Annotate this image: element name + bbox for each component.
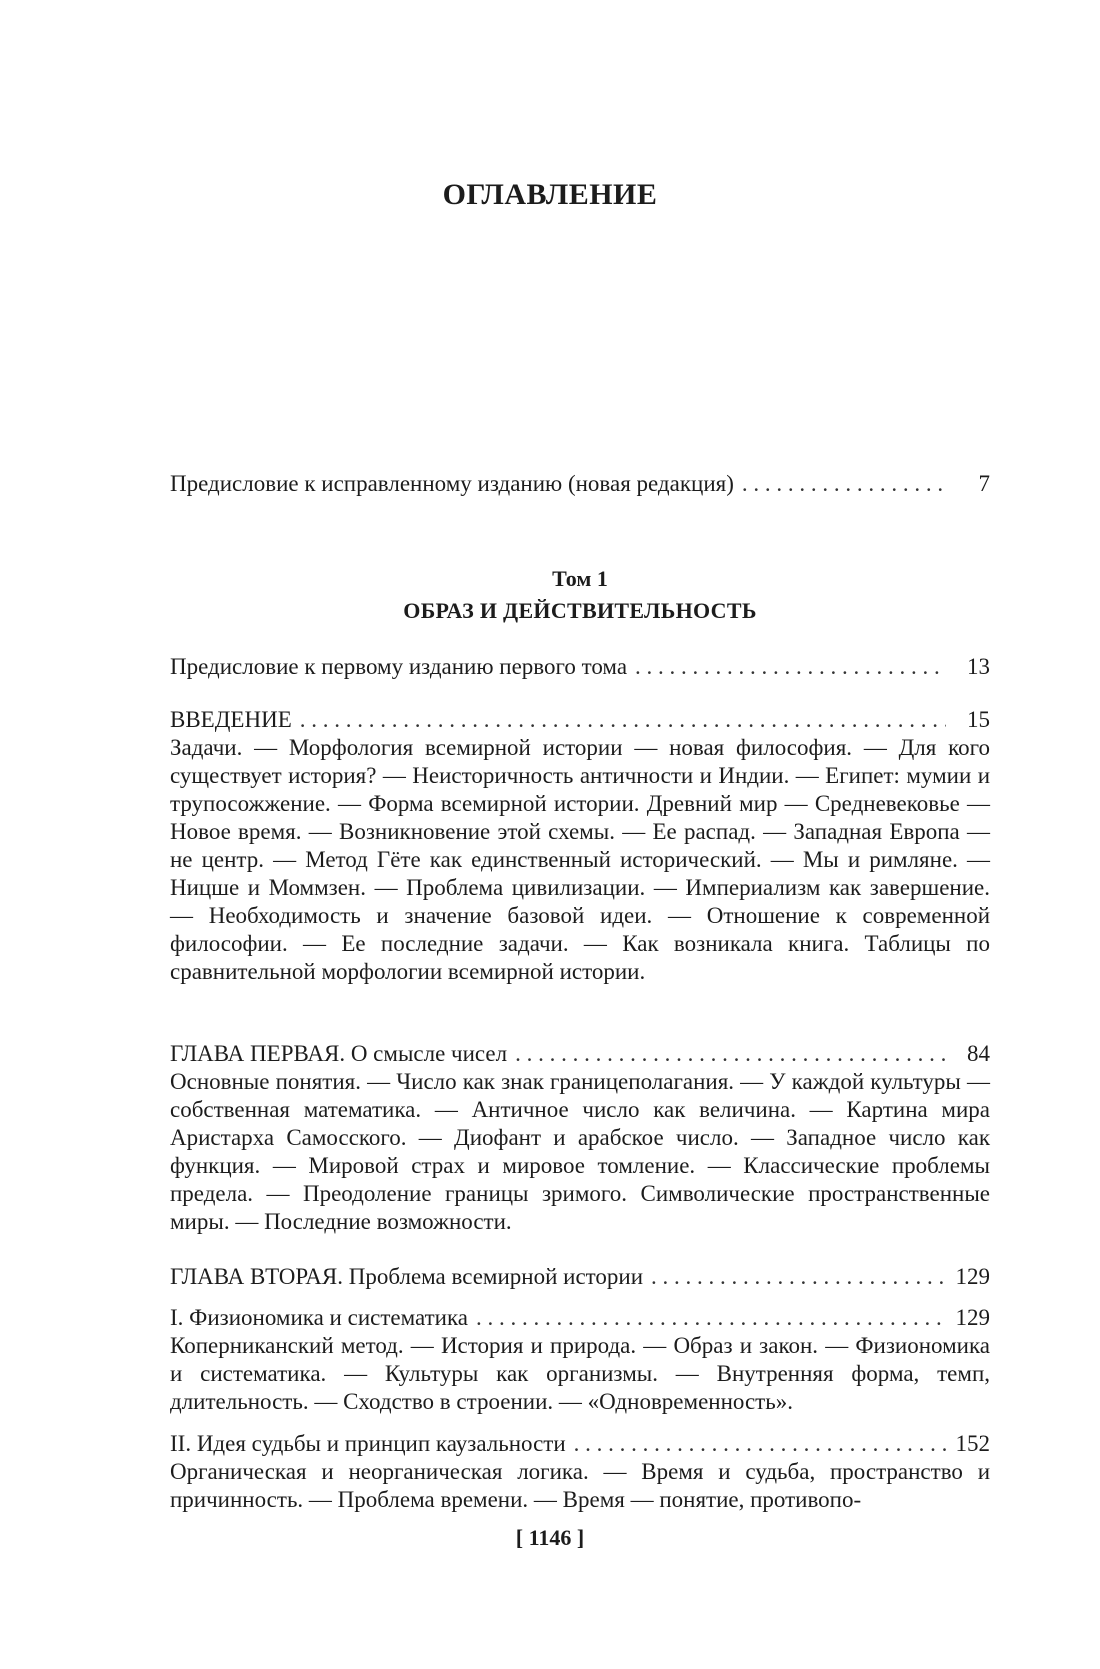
dot-leader [635, 653, 946, 681]
dot-leader [651, 1263, 946, 1291]
toc-entry-chapter-2[interactable] [170, 1263, 990, 1291]
toc-entry-introduction[interactable] [170, 706, 990, 734]
toc-entry-label: ВВЕДЕНИЕ [170, 707, 292, 732]
toc-entry-label: Предисловие к первому изданию первого тома [170, 654, 628, 679]
toc-page-number: 7 [978, 471, 990, 496]
toc-page-number: 15 [967, 707, 990, 732]
toc-entry-chapter-1[interactable] [170, 1040, 990, 1068]
toc-entry-label: ГЛАВА ВТОРАЯ. Проблема всемирной истории [170, 1264, 644, 1289]
introduction-description: Задачи. — Морфология всемирной истории — новая философия. — Для кого существует история? — Неисторичность античности и Индии. — Египет: мумии и трупосожжение. — Форма всемирной истории. Древний мир — Средневековье — Новое время. — Возникновение этой схемы. — Ее распад. — Западная Европа — не центр. — Метод Гёте как единственный исторический. — Мы и римляне. — Ницше и Моммзен. — Проблема цивилизации. — Империализм как завершение. — Необходимость и значение базовой идеи. — Отношение к современной философии. — Ее последние задачи. — Как возникала книга. Таблицы по сравнительной морфологии всемирной истории. [170, 735, 990, 984]
dot-leader [574, 1430, 946, 1458]
toc-entry-preface-revised[interactable] [170, 470, 990, 498]
dot-leader [742, 470, 946, 498]
toc-page-number: 13 [967, 654, 990, 679]
toc-page-number: 129 [955, 1264, 990, 1289]
dot-leader [515, 1040, 946, 1068]
dot-leader [476, 1304, 946, 1332]
volume-title: ОБРАЗ И ДЕЙСТВИТЕЛЬНОСТЬ [403, 598, 757, 623]
chapter-2-section-2-description: Органическая и неорганическая логика. — Время и судьба, пространство и причинность. — Проблема времени. — Время — понятие, противопо- [170, 1459, 990, 1512]
toc-entry-label: II. Идея судьбы и принцип каузальности [170, 1431, 566, 1456]
toc-page-number: 84 [967, 1041, 990, 1066]
page-folio-number: [ 1146 ] [515, 1525, 585, 1550]
chapter-1-description: Основные понятия. — Число как знак границеполагания. — У каждой культуры — собственная математика. — Античное число как величина. — Картина мира Аристарха Самосского. — Диофант и арабское число. — Западное число как функция. — Мировой страх и мировое томление. — Классические проблемы предела. — Преодоление границы зримого. Символические пространственные миры. — Последние возможности. [170, 1069, 990, 1234]
toc-entry-chapter-2-section-1[interactable] [170, 1304, 990, 1332]
toc-entry-chapter-2-section-2[interactable] [170, 1430, 990, 1458]
toc-entry-label: ГЛАВА ПЕРВАЯ. О смысле чисел [170, 1041, 508, 1066]
toc-page-number: 129 [955, 1305, 990, 1330]
dot-leader [300, 706, 946, 734]
toc-entry-label: I. Физиономика и систематика [170, 1305, 469, 1330]
toc-entry-preface-first[interactable] [170, 653, 990, 681]
chapter-2-section-1-description: Коперниканский метод. — История и природа. — Образ и закон. — Физиономика и систематика. — Культуры как организмы. — Внутренняя форма, темп, длительность. — Сходство в строении. — «Одновременность». [170, 1333, 990, 1414]
page-title: ОГЛАВЛЕНИЕ [442, 178, 658, 211]
volume-number: Том 1 [552, 566, 608, 591]
toc-page-number: 152 [955, 1431, 990, 1456]
toc-entry-label: Предисловие к исправленному изданию (новая редакция) [170, 471, 734, 496]
